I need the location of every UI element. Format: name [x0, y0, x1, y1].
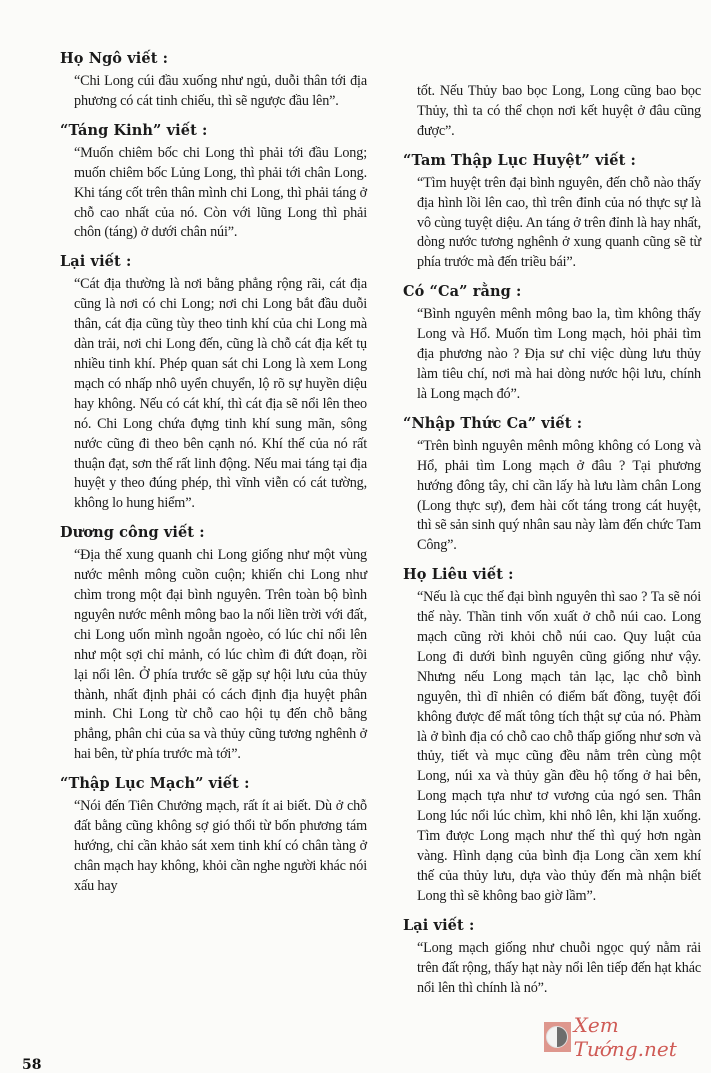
- section-quote: “Nói đến Tiên Chưởng mạch, rất ít ai biết. Dù ở chỗ đất bằng cũng không sợ gió thổi từ bốn phương tám hướng, chỉ cần khảo sát xem tinh khí có chân tàng ở chân mạch hay không, khỏi cần nghe người khác nói xấu hay: [74, 798, 367, 894]
- section-heading: Lại viết :: [403, 916, 475, 934]
- section-quote: “Cát địa thường là nơi bằng phẳng rộng rãi, cát địa cũng là nơi có chi Long; nơi chi Long bắt đầu duỗi thân, cát địa cũng tùy theo tinh khí của chi Long mà dàn trải, nơi chi Long đến, cũng là chỗ cát địa kết tụ nhiều tinh khí. Phép quan sát chi Long là xem Long mạch có nhấp nhô uyển chuyển, lộ rõ sự huyền diệu hay không. Nếu có cát khí, thì cát địa sẽ nổi lên theo nó. Chi Long chứa đựng tinh khí sung mãn, sông nước cũng đi theo bên cạnh nó. Khí thế của nó rất thuận đạt, sơn thế rất linh động. Nếu mai táng tại địa huyệt y theo đúng phép, thì vĩnh viễn có cát tường, không lo hung hiểm”.: [74, 276, 367, 512]
- section-heading: “Tam Thập Lục Huyệt” viết :: [403, 151, 636, 169]
- section-quote: “Địa thế xung quanh chi Long giống như một vùng nước mênh mông cuồn cuộn; khiến chi Long như chìm trong một đại bình nguyên. Trên toàn bộ bình nguyên nước mênh mông bao la nối liền trời với đất, chi Long uốn mình ngoằn ngoèo, có lúc chỉ nổi lên như một sợi chỉ mảnh, có lúc chìm đi đứt đoạn, rồi lại nổi lên. Ở phía trước sẽ gặp sự hội lưu của thủy thành, nhất định phải có cách định địa huyệt phân minh. Chi Long từ chỗ cao hội tụ đến chỗ bằng phẳng, phân chi của sa và thủy cũng tương nghênh ở hai bên, từ phía trước mà tới”.: [74, 547, 367, 763]
- section-heading: Dương công viết :: [60, 524, 205, 542]
- left-column: [62, 49, 367, 906]
- section-heading: Lại viết :: [60, 253, 132, 271]
- yin-yang-icon: [546, 1026, 568, 1048]
- watermark-text: Xem Tướng.net: [573, 1013, 677, 1061]
- right-column: [405, 82, 701, 1007]
- section-quote: “Tìm huyệt trên đại bình nguyên, đến chỗ nào thấy địa hình lồi lên cao, thì trên đỉnh của nó thực sự là vô cùng tuyệt diệu. An táng ở trên đỉnh là hay nhất, dòng nước tương nghênh ở xung quanh cũng sẽ từ phía trước mà đến triều bái”.: [417, 174, 701, 271]
- section-quote: “Trên bình nguyên mênh mông không có Long và Hổ, phải tìm Long mạch ở đâu ? Tại phương hướng đông tây, chỉ cần lấy hà lưu làm chân Long (Long thực sự), đem hài cốt táng trong cát huyệt, thì sẽ sản sinh quý nhân sau này làm đến chức Tam Công”.: [417, 437, 701, 554]
- section-quote: “Long mạch giống như chuỗi ngọc quý nằm rải trên đất rộng, thấy hạt này nổi lên tiếp đến hạt khác nổi lên thì chính là nó”.: [417, 939, 701, 996]
- watermark-logo: [544, 1022, 571, 1052]
- watermark: [544, 1013, 711, 1061]
- section-heading: Họ Liêu viết :: [403, 566, 514, 584]
- page-number: 58: [22, 1057, 42, 1073]
- section-quote: “Muốn chiêm bốc chi Long thì phải tới đầu Long; muốn chiêm bốc Lủng Long, thì phải tới chân Long. Khi táng cốt trên thân mình chi Long, thì phải táng ở chỗ cao nhất của nó. Còn với lũng Long thì phải chôn (táng) ở dưới chân núi”.: [74, 144, 367, 241]
- continued-quote: tốt. Nếu Thủy bao bọc Long, Long cũng bao bọc Thủy, thì ta có thể chọn nơi kết huyệt ở đâu cũng được”.: [417, 83, 701, 139]
- section-heading: “Thập Lục Mạch” viết :: [60, 775, 250, 793]
- section-quote: “Bình nguyên mênh mông bao la, tìm không thấy Long và Hổ. Muốn tìm Long mạch, hỏi phải tìm địa phương nào ? Địa sư chỉ việc dùng lưu thủy làm tiêu chí, nơi mà hai dòng nước hội lưu, chính là Long mạch đó”.: [417, 306, 701, 402]
- section-quote: “Chi Long cúi đầu xuống như ngủ, duỗi thân tới địa phương có cát tinh chiếu, thì sẽ ngược đầu lên”.: [74, 73, 367, 109]
- section-heading: “Nhập Thức Ca” viết :: [403, 414, 583, 432]
- section-quote: “Nếu là cục thế đại bình nguyên thì sao ? Ta sẽ nói thế này. Thần tinh vốn xuất ở chỗ núi cao. Long mạch cũng rời khỏi chỗ núi cao. Quy luật của Long đi dưới bình nguyên cũng giống như vậy. Nhưng nếu Long mạch tản lạc, lạc chỗ bình nguyên, thì dĩ nhiên có điểm bất đồng, tuyệt đối không được để mất tông tích thật sự của nó. Phàm là ở bình địa có chỗ cao chỗ thấp giống như sơn và thủy, tiết và mục cũng đều nằm trên cùng một Long, núi xa và thủy gần đều hộ tống ở hai bên, Long mạch tựa như tơ vương của ngó sen. Thân Long lúc nổi lúc chìm, khi nhô lên, khi lặn xuống. Tìm được Long mạch như thế thì quý hơn ngàn vàng. Hình dạng của bình địa Long cần xem khí thế của thủy lưu, dựa vào thủy đến mà nhận biết Long thì sẽ không bao giờ lầm”.: [417, 589, 701, 904]
- section-heading: Họ Ngô viết :: [60, 50, 169, 67]
- section-heading: “Táng Kinh” viết :: [60, 121, 208, 139]
- section-heading: Có “Ca” rằng :: [403, 283, 522, 301]
